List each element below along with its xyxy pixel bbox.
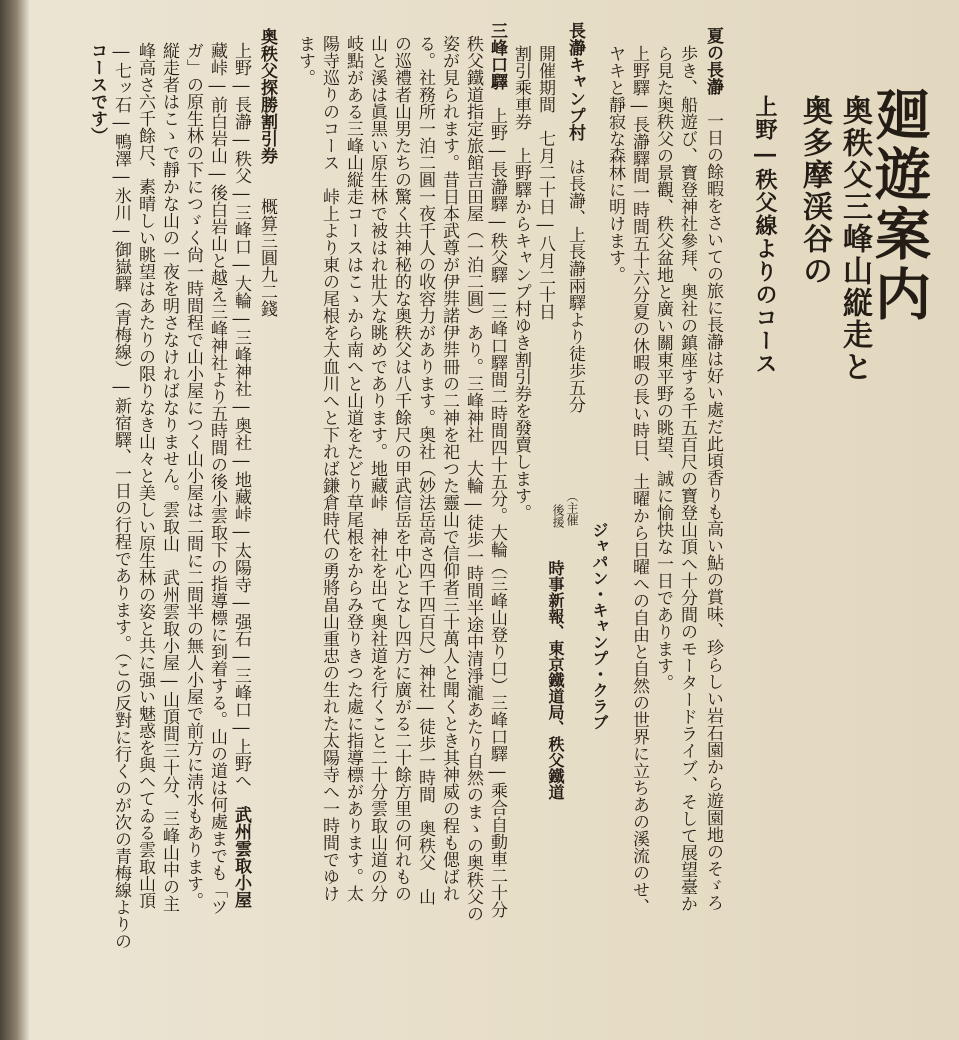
camp-discount — [512, 45, 529, 521]
discount-value: 上野驛からキャンプ村ゆき割引券を發賣します。 — [511, 147, 531, 521]
ticket-line-5: 縦走者はこゝで靜かな山の一夜を明さなければなりません。雲取山 武州雲取小屋―山頂間三十分、三峰山中の主 — [159, 42, 179, 912]
summer-heading: 夏の長瀞 — [703, 27, 723, 95]
mitsumine-line-8: 陽寺巡りのコース 峠上より東の尾根を大血川へと下れば鎌倉時代の勇將畠山重忠の生れた太陽寺へ一時間でゆけ — [319, 35, 339, 902]
ticket-line-6: 峰高さ六千餘尺、素晴しい眺望はあたりの限りなき山々と美しい原生林の姿と共に强い魅惑を與へてゐる雲取山頂 — [135, 42, 155, 909]
discount-label: 割引乘車券 — [511, 45, 531, 130]
sponsor-label-top: 主催 — [565, 502, 579, 526]
period-value: 七月二十日―八月二十日 — [535, 130, 555, 320]
page-title: 廻遊案内 — [866, 85, 932, 325]
ticket-line-7: ―七ッ石―鴨澤―氷川―御嶽驛（青梅線）―新宿驛、一日の行程であります。（この反對に行くのが次の青梅線よりの — [111, 42, 131, 950]
ticket-line-3: 藏峠―前白岩山―後白岩山と越え三峰神社より五時間の後小雲取下の指導標に到着する。山の道は何處までも「ツ — [207, 42, 227, 915]
mitsumine-line-1 — [488, 22, 505, 918]
summer-line-2: 歩き、船遊び、寶登神社參拜、奥社の鎮座する千五百尺の寶登山頂へ十分間のモータードライブ、そして展望臺か — [677, 45, 697, 912]
mitsumine-line-4: る。社務所一泊二圓一夜千人の收容力があります。奥社（妙法岳高さ四千四百尺）神社―徒歩一時間 奥秩父 山 — [415, 35, 435, 905]
mitsumine-line-9: ます。 — [295, 35, 315, 86]
ticket-line-2 — [232, 42, 249, 908]
mitsumine-line-5: の巡禮者山男たちの驚く共神秘的な奥秩父は八千餘尺の甲武信岳を中心となし四方に廣がる二十餘方里の何れもの — [391, 35, 411, 902]
ticket-line-4: ガ」の原生林の下につゞく尙一時間程で山小屋につく山小屋は二間に二間半の無人小屋で前方に淸水もあります。 — [183, 42, 203, 909]
period-label: 開催期間 — [535, 45, 555, 113]
summer-line-3: ら見た奥秩父の景觀、秩父盆地と廣い關東平野の眺望、誠に愉快な一日であります。 — [653, 45, 673, 691]
mitsumine-line-2: 秩父鐵道指定旅館吉田屋（一泊二圓）あり。三峰神社 大輪―徒歩一時間半途中清淨瀧あたり自然のまゝの奥秩父の — [463, 35, 483, 922]
ticket-heading: 奥秩父探勝割引券 — [257, 28, 277, 164]
ticket-price: 概算三圓九二錢 — [257, 198, 277, 317]
summer-line-5: ヤキと靜寂な森林に明けます。 — [605, 45, 625, 283]
page-edge-shadow — [0, 0, 30, 1040]
sponsor-support: 時事新報、東京鐵道局、秩父鐵道 — [546, 560, 565, 800]
summer-line-4: 上野驛―長瀞驛間一時間五十六分夏の休暇の長い時日、土曜から日曜への自由と自然の世界に立ちあの溪流のせ、 — [629, 45, 649, 915]
ticket-line-8: コースです） — [87, 42, 107, 144]
mitsumine-line-7: 岐點がある三峰山縦走コースはこゝから南へと山道をたどり草尾根をからみ登りきつた處に指導標があります。太 — [343, 35, 363, 902]
mitsumine-route: 上野―長瀞驛―秩父驛―三峰口驛間二時間四十五分。大輪（三峰山登り口）三峰口驛―乘合自動車二十分 — [487, 107, 507, 918]
subtitle-line-1: 奥秩父三峰山縦走と — [837, 95, 872, 383]
sponsor-main: ジャパン・キャンプ・クラブ — [590, 522, 609, 730]
support-label-wrap — [550, 504, 567, 528]
mitsumine-heading: 三峰口驛 — [487, 22, 507, 90]
ticket-route: 上野―長瀞―秩父―三峰口―大輪―三峰神社―奥社―地藏峠―太陽寺―强石―三峰口―上野へ — [231, 42, 251, 789]
mitsumine-line-6: 山と溪は眞黒い原生林で被はれ壯大な眺めであります。地藏峠 神社を出て奥社道を行くこと二十分雲取山道の分 — [367, 35, 387, 902]
subtitle-line-2: 奥多摩渓谷の — [797, 95, 832, 287]
camp-location: は長瀞、上長瀞兩驛より徒歩五分 — [565, 158, 585, 413]
course-caption: 上野―秩父線よりのコース — [752, 95, 778, 375]
sponsor-bracket: （主催 — [565, 490, 579, 526]
camp-heading: 長瀞キャンプ村 — [565, 22, 585, 141]
sponsor-label-bottom: 後援 — [551, 504, 565, 528]
ticket-line-1 — [258, 28, 275, 317]
camp-period — [536, 45, 553, 320]
summer-line-1 — [704, 27, 721, 911]
ticket-route-note: 武州雲取小屋 — [231, 806, 251, 908]
mitsumine-line-3: 姿が見られます。昔日本武尊が伊弉諾伊弉冊の二神を祀つた靈山で信仰者三十萬人と聞くとき其神威の程も偲ばれ — [439, 35, 459, 902]
summer-text: 一日の餘暇をさいての旅に長瀞は好い處だ此頃香りも高い鮎の賞味、珍らしい岩石園から遊園地のそゞろ — [703, 112, 723, 911]
camp-line-1 — [566, 22, 583, 413]
